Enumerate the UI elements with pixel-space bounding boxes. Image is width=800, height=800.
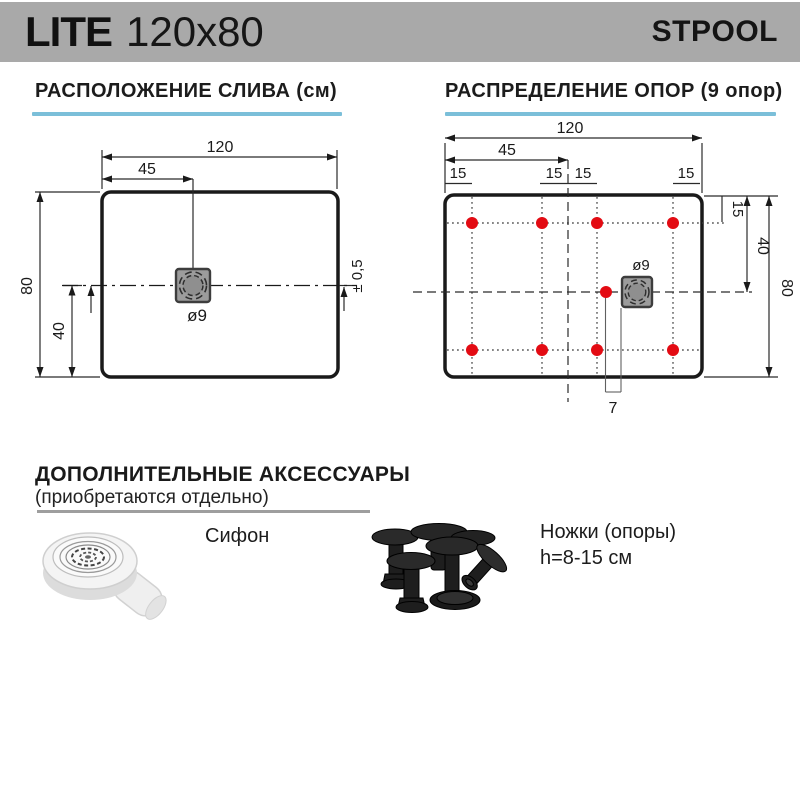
supports-section-title: РАСПРЕДЕЛЕНИЕ ОПОР (9 опор)	[445, 80, 783, 102]
siphon-label: Сифон	[205, 525, 270, 547]
offset-right-label: 15	[677, 165, 695, 182]
drain-symbol	[176, 269, 210, 302]
brand-name: LITE	[25, 8, 112, 55]
dim-drain-x-label: 45	[138, 161, 156, 178]
dim-width-label: 120	[556, 120, 584, 137]
drain-location-diagram	[0, 120, 430, 420]
dim-height-label: 80	[778, 279, 795, 297]
accessories-title: ДОПОЛНИТЕЛЬНЫЕ АКСЕССУАРЫ	[35, 463, 411, 486]
dim-drain-y-label: 40	[51, 322, 68, 340]
siphon-image	[30, 515, 170, 620]
accessories-note: (приобретаются отдельно)	[35, 487, 269, 508]
drain-diameter-label: ø9	[632, 257, 650, 274]
header-bar	[0, 2, 800, 62]
dim-center-x-label: 45	[498, 142, 516, 159]
drain-section-title: РАСПОЛОЖЕНИЕ СЛИВА (см)	[35, 80, 338, 102]
drain-symbol	[622, 277, 652, 307]
offset-mid-right-label: 15	[574, 165, 592, 182]
drain-diameter-label: ø9	[187, 306, 207, 325]
feet-image	[365, 512, 507, 615]
dim-width-label: 120	[206, 139, 234, 156]
drain-title-underline	[32, 112, 342, 116]
dim-center-y-label: 40	[754, 237, 771, 255]
logo-text: STPOOL	[651, 15, 778, 48]
offset-top-label: 15	[729, 200, 746, 218]
accessories-underline	[37, 510, 370, 513]
support-gap-label: 7	[608, 400, 618, 417]
supports-distribution-diagram	[400, 118, 800, 430]
tray-outline	[102, 192, 338, 377]
offset-left-label: 15	[449, 165, 467, 182]
feet-height-label: h=8-15 см	[540, 547, 633, 569]
feet-label: Ножки (опоры)	[540, 521, 677, 543]
model-size: 120x80	[126, 8, 264, 55]
offset-mid-left-label: 15	[545, 165, 563, 182]
tolerance-label: ± 0,5	[349, 259, 366, 293]
supports-title-underline	[445, 112, 776, 116]
dim-height-label: 80	[19, 277, 36, 295]
